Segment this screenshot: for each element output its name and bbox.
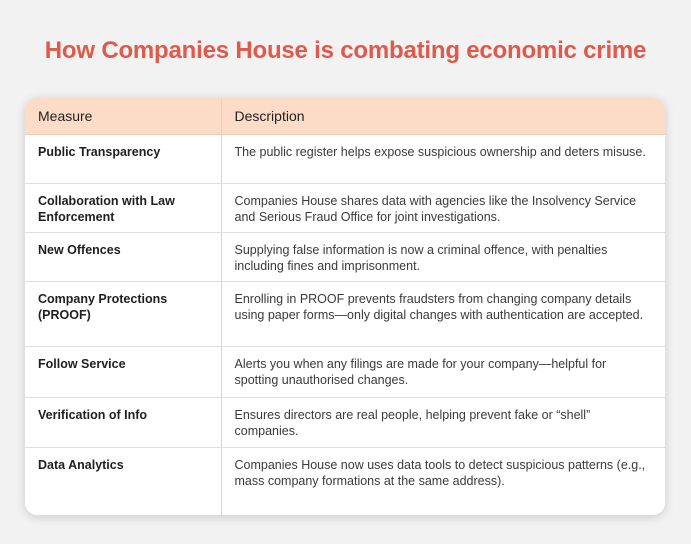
measure-cell: Company Protections (PROOF) [25, 282, 221, 347]
measure-cell: Data Analytics [38, 458, 124, 472]
description-cell: Supplying false information is now a criminal offence, with penalties including fines and imprisonment. [221, 233, 665, 282]
description-cell: Ensures directors are real people, helping prevent fake or “shell” companies. [221, 398, 665, 448]
measure-cell: Collaboration with Law Enforcement [25, 184, 221, 233]
measure-cell: Verification of Info [25, 398, 221, 448]
table-row [25, 135, 665, 184]
measure-cell: New Offences [25, 233, 221, 282]
table-row [25, 347, 665, 398]
page-title: How Companies House is combating economic crime [44, 37, 647, 64]
measures-table-card [25, 98, 665, 515]
measure-cell: Public Transparency [25, 135, 221, 184]
table-row [25, 448, 665, 515]
table-row [25, 184, 665, 233]
table-row [25, 398, 665, 448]
table-header-row [25, 98, 665, 135]
description-cell: The public register helps expose suspicious ownership and deters misuse. [221, 135, 665, 184]
measures-table [25, 98, 665, 515]
header-measure: Measure [25, 98, 221, 135]
table-row [25, 233, 665, 282]
description-cell: Enrolling in PROOF prevents fraudsters from changing company details using paper forms—only digital changes with authentication are accepted. [221, 282, 665, 347]
description-cell: Alerts you when any filings are made for your company—helpful for spotting unauthorised changes. [221, 347, 665, 398]
description-cell: Companies House now uses data tools to detect suspicious patterns (e.g., mass company formations at the same address). [221, 448, 665, 515]
measure-cell: Follow Service [25, 347, 221, 398]
table-row [25, 282, 665, 347]
header-description: Description [221, 98, 665, 135]
description-cell: Companies House shares data with agencies like the Insolvency Service and Serious Fraud Office for joint investigations. [221, 184, 665, 233]
